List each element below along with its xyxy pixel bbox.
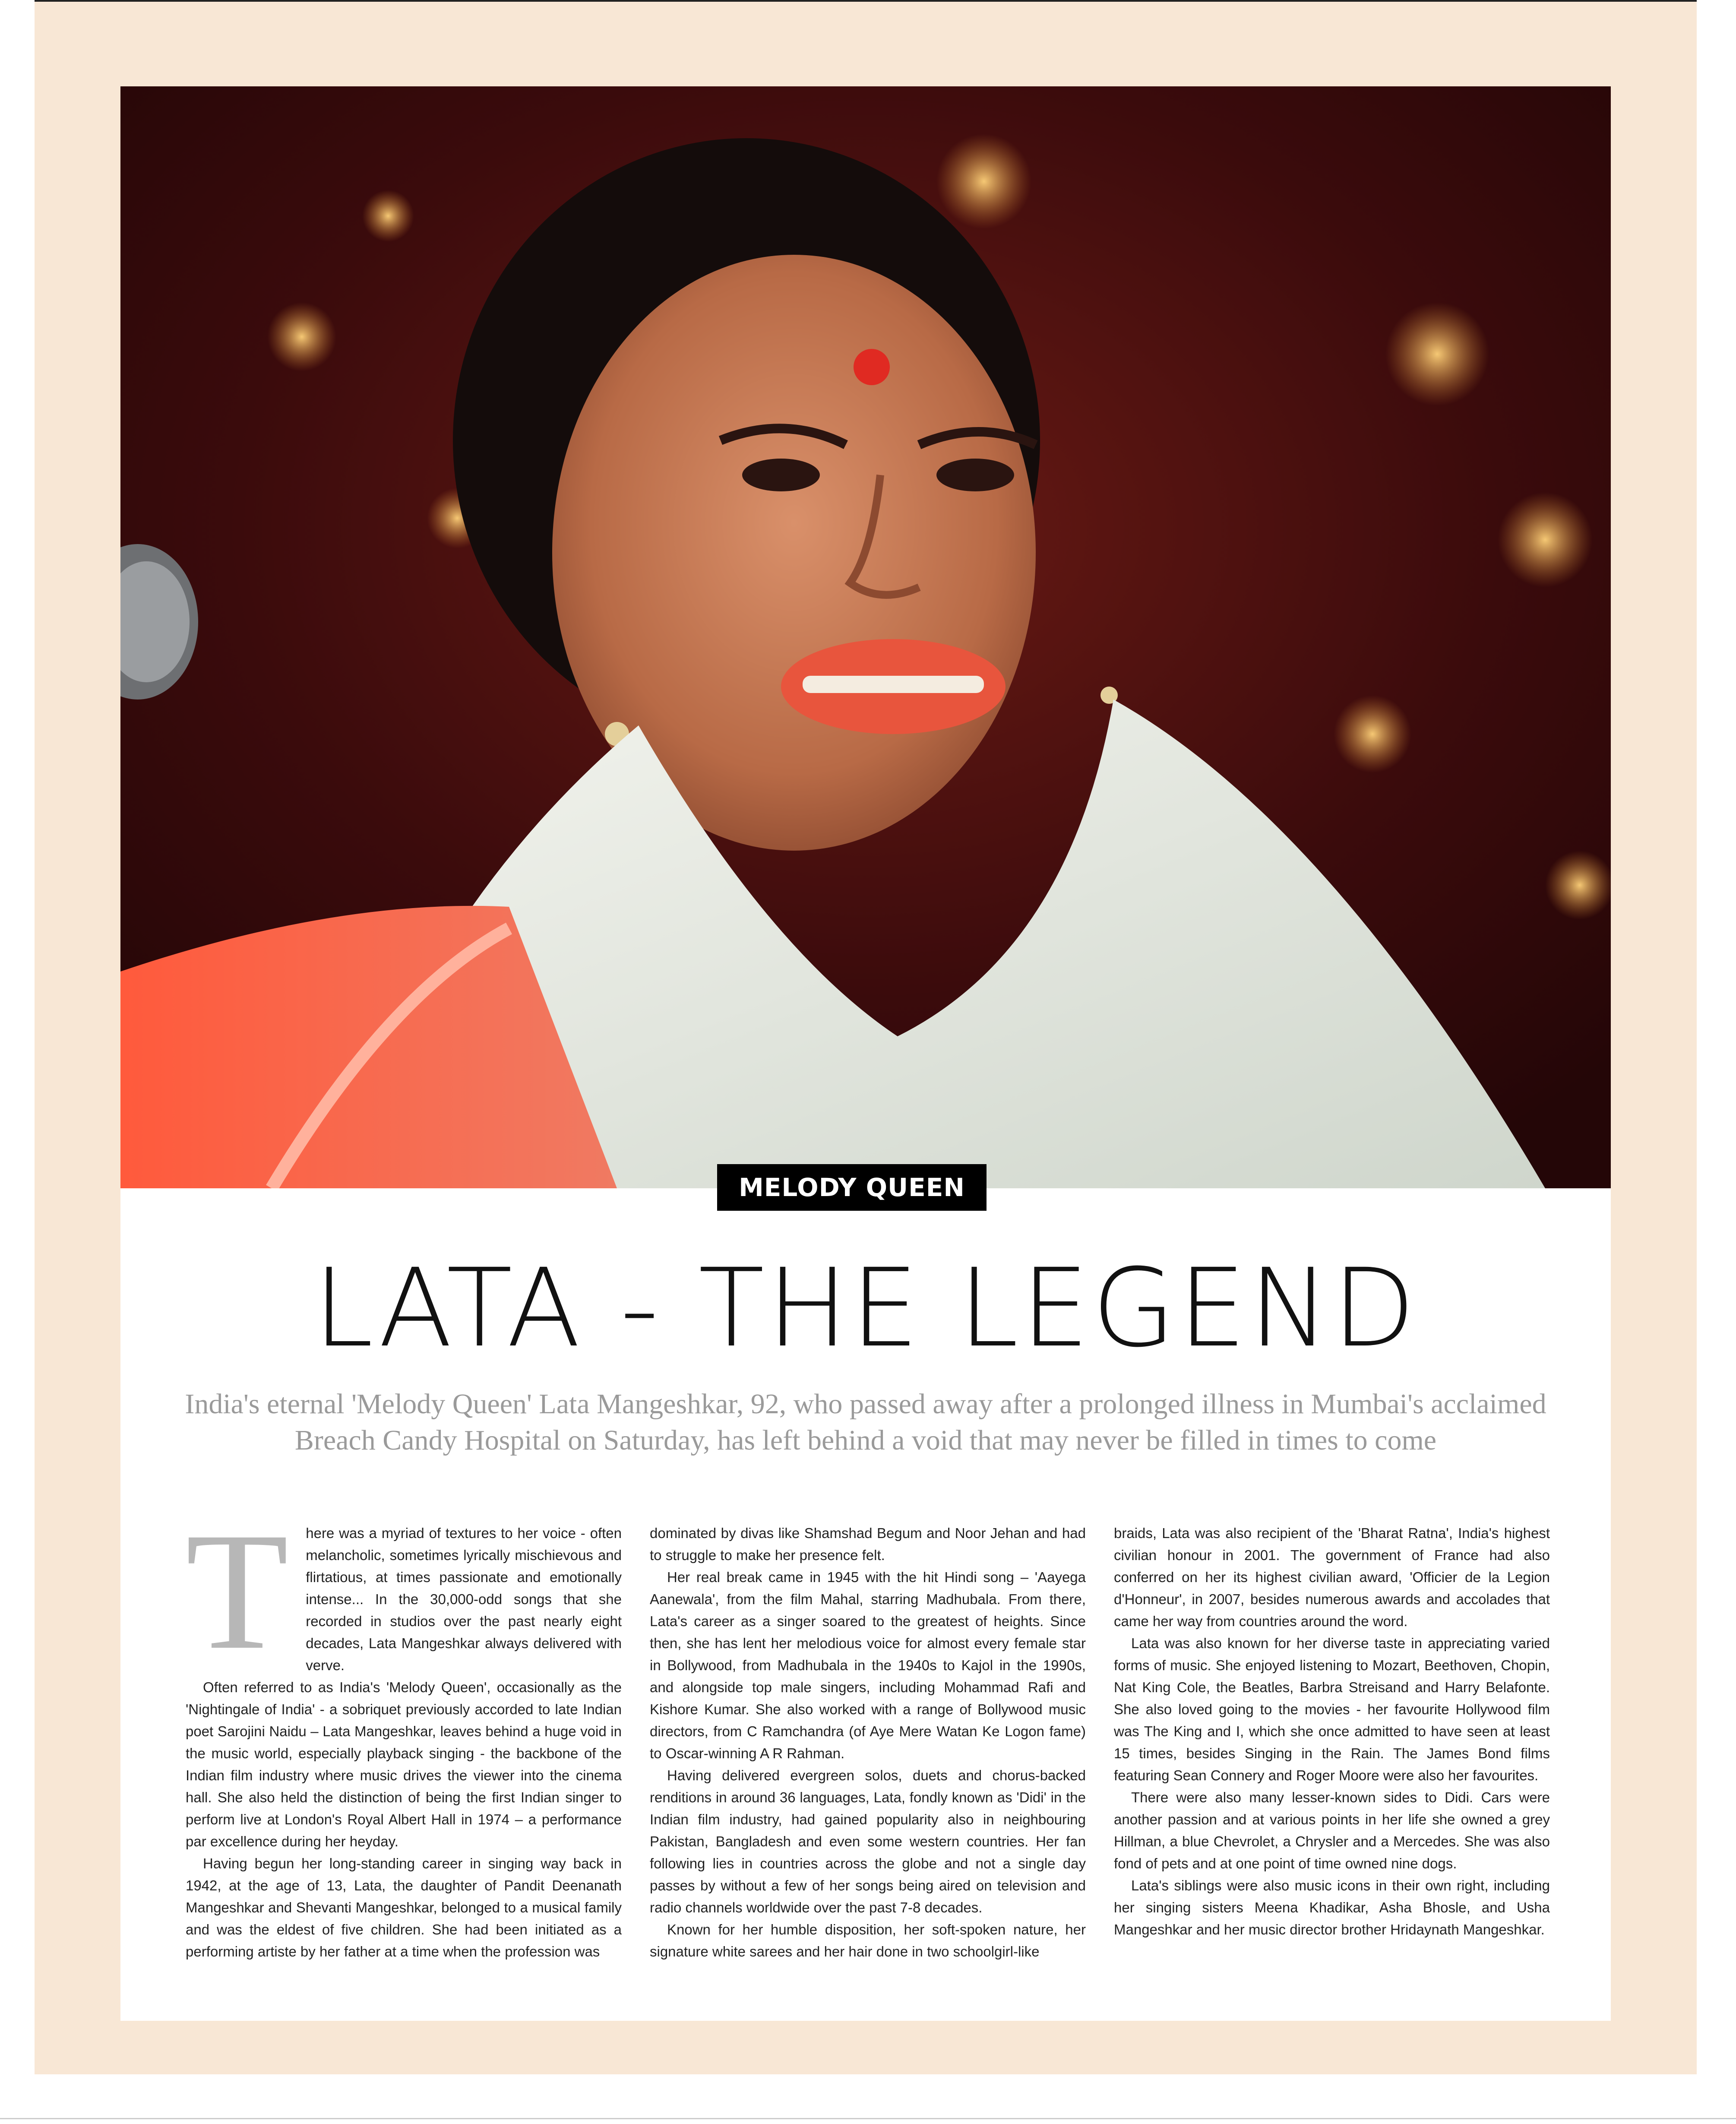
paragraph: Having delivered evergreen solos, duets and chorus-backed renditions in around 36 languages, Lata, fondly known as 'Didi' in the Indian film industry, had gained popularity also in neighbouring Pakistan, Bangladesh and even some western countries. Her fan following lies in countries across the globe and not a single day passes by without a few of her songs being aired on television and radio channels worldwide over the past 7-8 decades. <box>650 1767 1086 1915</box>
column-3 <box>1114 1522 1550 1963</box>
paragraph: Having begun her long-standing career in singing way back in 1942, at the age of 13, Lata, the daughter of Pandit Deenanath Mangeshkar and Shevanti Mangeshkar, belonged to a musical family and was the eldest of five children. She had been initiated as a performing artiste by her father at a time when the profession was <box>186 1855 622 1959</box>
bottom-rule <box>0 2118 1736 2119</box>
standfirst: India's eternal 'Melody Queen' Lata Mangeshkar, 92, who passed away after a prolonged illness in Mumbai's acclaimed Breach Candy Hospital on Saturday, has left behind a void that may never be filled in times to come <box>185 1388 1546 1456</box>
column-1 <box>186 1498 622 1963</box>
headline <box>120 1244 1611 1373</box>
paragraph: Her real break came in 1945 with the hit Hindi song – 'Aayega Aanewala', from the film Mahal, starring Madhubala. From there, Lata's career as a singer soared to the greatest of heights. Since then, she has lent her melodious voice for almost every female star in Bollywood, from Madhubala in the 1940s to Kajol in the 1990s, and alongside top male singers, including Mohammad Rafi and Kishore Kumar. She also worked with a range of Bollywood music directors, from C Ramchandra (of Aye Mere Watan Ke Logon fame) to Oscar-winning A R Rahman. <box>650 1569 1086 1761</box>
paragraph: braids, Lata was also recipient of the 'Bharat Ratna', India's highest civilian honour in 2001. The government of France had also conferred on her its highest civilian award, 'Officier de la Legion d'Honneur', in 2007, besides numerous awards and accolades that came her way from countries around the word. <box>1114 1525 1550 1629</box>
paragraph: There were also many lesser-known sides to Didi. Cars were another passion and at various points in her life she owned a grey Hillman, a blue Chevrolet, a Chrysler and a Mercedes. She was also fond of pets and at one point of time owned nine dogs. <box>1114 1789 1550 1871</box>
paragraph <box>186 1498 622 1684</box>
headline-text: LATA - THE LEGEND <box>313 1245 1418 1371</box>
paragraph-text: here was a myriad of textures to her voice - often melancholic, sometimes lyrically mischievous and flirtatious, at times passionate and emotionally intense... In the 30,000-odd songs that she recorded in studios over the past nearly eight decades, Lata Mangeshkar always delivered with verve. <box>306 1525 622 1673</box>
column-2 <box>650 1522 1086 1963</box>
paragraph: dominated by divas like Shamshad Begum and Noor Jehan and had to struggle to make her presence felt. <box>650 1525 1086 1563</box>
paragraph: Often referred to as India's 'Melody Queen', occasionally as the 'Nightingale of India' - a sobriquet previously accorded to late Indian poet Sarojini Naidu – Lata Mangeshkar, leaves behind a huge void in the music world, especially playback singing - the backbone of the Indian film industry where music drives the viewer into the cinema hall. She also held the distinction of being the first Indian singer to perform live at London's Royal Albert Hall in 1974 – a performance par excellence during her heyday. <box>186 1679 622 1849</box>
paragraph: Lata's siblings were also music icons in their own right, including her singing sisters Meena Khadikar, Asha Bhosle, and Usha Mangeshkar and her music director brother Hridaynath Mangeshkar. <box>1114 1877 1550 1937</box>
hero-photo <box>120 86 1611 1188</box>
portrait-illustration <box>120 86 1611 1188</box>
paragraph: Known for her humble disposition, her soft-spoken nature, her signature white sarees and her hair done in two schoolgirl-like <box>650 1921 1086 1959</box>
article-body <box>186 1498 1550 1963</box>
paragraph: Lata was also known for her diverse taste in appreciating varied forms of music. She enjoyed listening to Mozart, Beethoven, Chopin, Nat King Cole, the Beatles, Barbra Streisand and Harry Belafonte. She also loved going to the movies - her favourite Hollywood film was The King and I, which she once admitted to have seen at least 15 times, besides Singing in the Rain. The James Bond films featuring Sean Connery and Roger Moore were also her favourites. <box>1114 1635 1550 1783</box>
section-kicker: MELODY QUEEN <box>717 1164 987 1211</box>
drop-cap: T <box>186 1498 289 1684</box>
